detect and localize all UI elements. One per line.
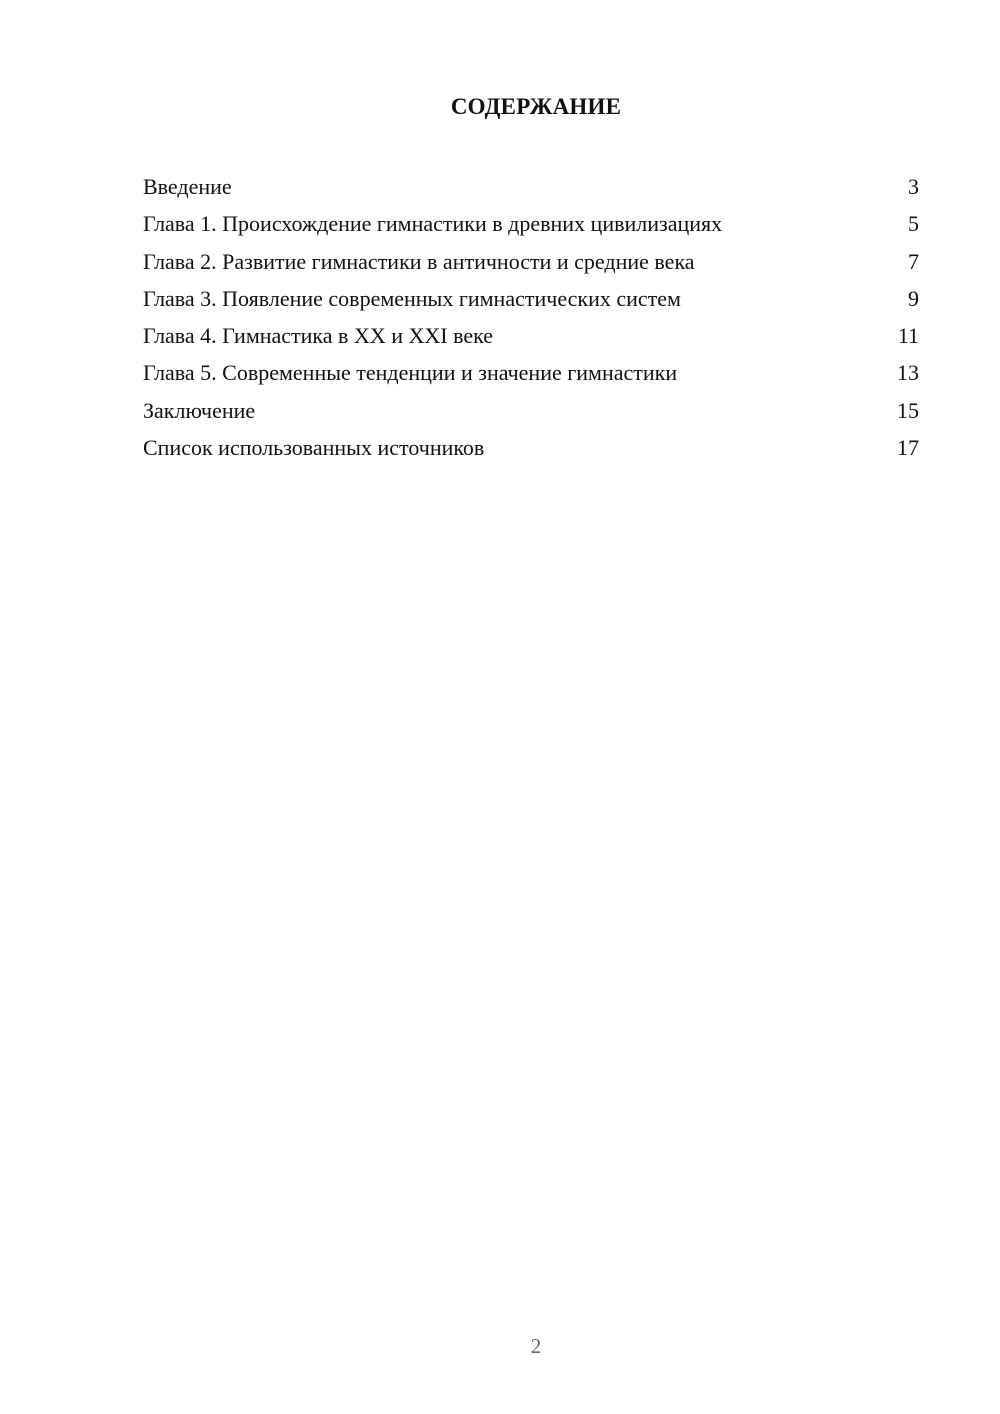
toc-item-chapter-5[interactable] — [143, 354, 919, 391]
toc-item-chapter-1[interactable] — [143, 205, 919, 242]
toc-item-page: 13 — [897, 360, 919, 386]
toc-item-label: Глава 5. Современные тенденции и значение гимнастики — [143, 360, 678, 386]
toc-title: СОДЕРЖАНИЕ — [450, 94, 622, 119]
toc-item-page: 7 — [908, 248, 919, 274]
toc-item-page: 5 — [908, 211, 919, 237]
toc-item-label: Глава 3. Появление современных гимнастических систем — [143, 285, 681, 311]
toc-item-label: Заключение — [143, 397, 256, 423]
toc-item-references[interactable] — [143, 429, 919, 466]
page-number: 2 — [530, 1334, 542, 1358]
toc-item-label: Список использованных источников — [143, 435, 485, 461]
toc-item-chapter-3[interactable] — [143, 280, 919, 317]
toc-item-label: Глава 1. Происхождение гимнастики в древних цивилизациях — [143, 211, 723, 237]
toc-item-page: 11 — [897, 323, 919, 349]
toc-item-page: 3 — [908, 174, 919, 199]
toc-item-page: 17 — [897, 435, 919, 461]
toc-item-conclusion[interactable] — [143, 392, 919, 429]
toc-item-label: Глава 4. Гимнастика в XX и XXI веке — [143, 323, 494, 349]
toc-item-page: 9 — [908, 285, 919, 311]
toc-item-chapter-4[interactable] — [143, 317, 919, 354]
toc-item-label: Глава 2. Развитие гимнастики в античности и средние века — [143, 248, 695, 274]
table-of-contents — [143, 168, 919, 466]
toc-item-introduction[interactable] — [143, 168, 919, 205]
toc-item-page: 15 — [897, 397, 919, 423]
toc-item-label: Введение — [143, 174, 232, 199]
toc-item-chapter-2[interactable] — [143, 243, 919, 280]
